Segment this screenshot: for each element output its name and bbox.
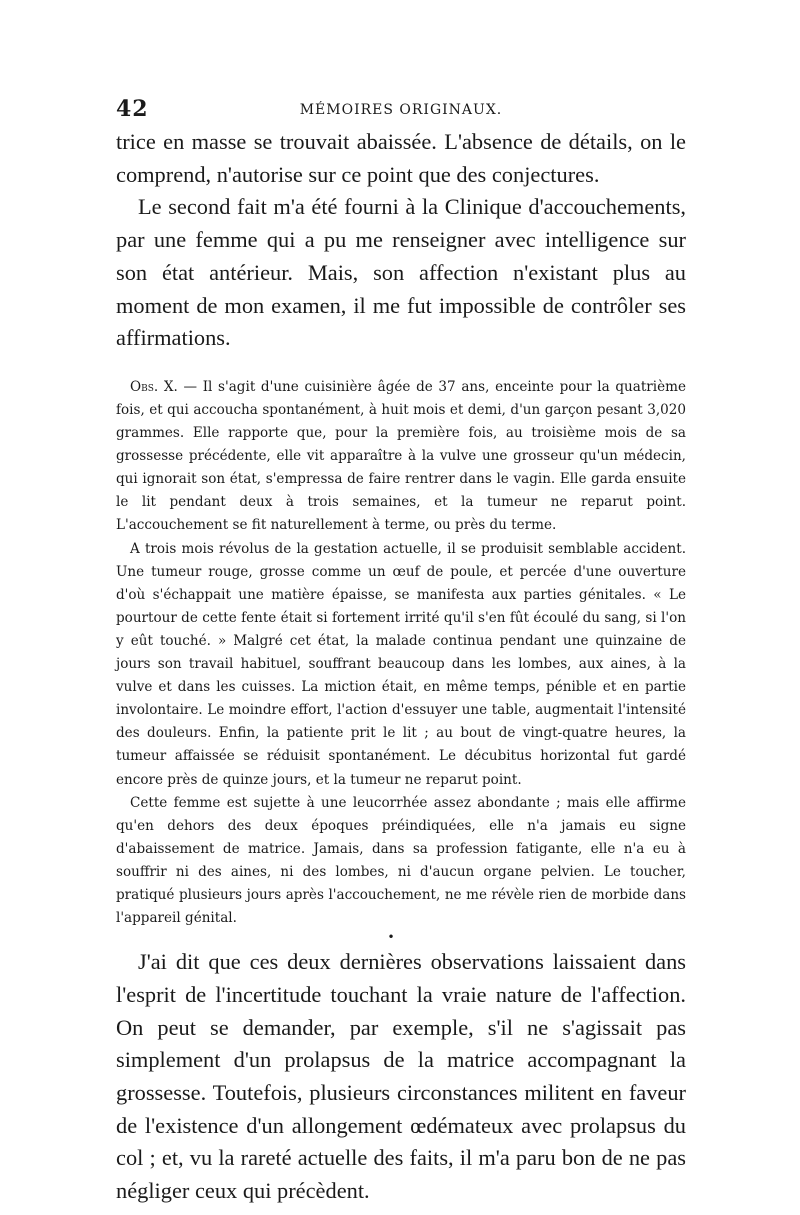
observation-paragraph-3: Cette femme est sujette à une leucorrhée assez abondante ; mais elle affirme qu'en dehors des deux époques préindiquées, elle n'a jamais eu signe d'abaissement de matrice. Jamais, dans sa profession fatigante, elle n'a eu à souffrir ni des aines, ni des lombes, ni d'aucun organe pelvien. Le toucher, pratiqué plusieurs jours après l'accouchement, ne me révèle rien de morbide dans l'appareil génital.: [116, 794, 686, 927]
page-header: [116, 96, 686, 126]
observation-dash: —: [177, 378, 203, 395]
page: [116, 96, 686, 1208]
conclusion-paragraph: J'ai dit que ces deux dernières observations laissaient dans l'esprit de l'incertitude touchant la vraie nature de l'affection. On peut se demander, par exemple, s'il ne s'agissait pas simplement d'un prolapsus de la matrice accompagnant la grossesse. Toutefois, plusieurs circonstances militent en faveur de l'existence d'un allongement œdémateux avec prolapsus du col ; et, vu la rareté actuelle des faits, il m'a paru bon de ne pas négliger ceux qui précèdent.: [116, 949, 686, 1204]
observation-block: [116, 376, 686, 930]
section-ornament: •: [387, 930, 395, 945]
intro-paragraph-1: trice en masse se trouvait abaissée. L'absence de détails, on le comprend, n'autorise sur ce point que des conjectures.: [116, 129, 686, 187]
observation-paragraph-2: A trois mois révolus de la gestation actuelle, il se produisit semblable accident. Une tumeur rouge, grosse comme un œuf de poule, et percée d'une ouverture d'où s'échappait une matière épaisse, se manifesta aux parties génitales. « Le pourtour de cette fente était si fortement irrité qu'il s'en fût écoulé du sang, si l'on y eût touché. » Malgré cet état, la malade continua pendant une quinzaine de jours son travail habituel, souffrant beaucoup dans les lombes, aux aines, à la vulve et dans les cuisses. La miction était, en même temps, pénible et en partie involontaire. Le moindre effort, l'action d'essuyer une table, augmentait l'intensité des douleurs. Enfin, la patiente prit le lit ; au bout de vingt-quatre heures, la tumeur affaissée se réduisit spontanément. Le décubitus horizontal fut gardé encore près de quinze jours, et la tumeur ne reparut point.: [116, 540, 686, 788]
observation-text-1: Il s'agit d'une cuisinière âgée de 37 ans, enceinte pour la quatrième fois, et qui accoucha spontanément, à huit mois et demi, d'un garçon pesant 3,020 grammes. Elle rapporte que, pour la première fois, au troisième mois de sa grossesse précédente, elle vit apparaître à la vulve une grosseur qu'un médecin, qui ignorait son état, s'empressa de faire rentrer dans le vagin. Elle garda ensuite le lit pendant deux à trois semaines, et la tumeur ne reparut point. L'accouchement se fit naturellement à terme, ou près du terme.: [116, 378, 686, 534]
observation-label: Obs. X.: [130, 378, 178, 395]
page-number: 42: [116, 96, 149, 122]
intro-paragraph-2: Le second fait m'a été fourni à la Clinique d'accouchements, par une femme qui a pu me renseigner avec intelligence sur son état antérieur. Mais, son affection n'existant plus au moment de mon examen, il me fut impossible de contrôler ses affirmations.: [116, 194, 686, 351]
observation-paragraph-1: [116, 376, 686, 538]
running-head: MÉMOIRES ORIGINAUX.: [299, 102, 503, 118]
